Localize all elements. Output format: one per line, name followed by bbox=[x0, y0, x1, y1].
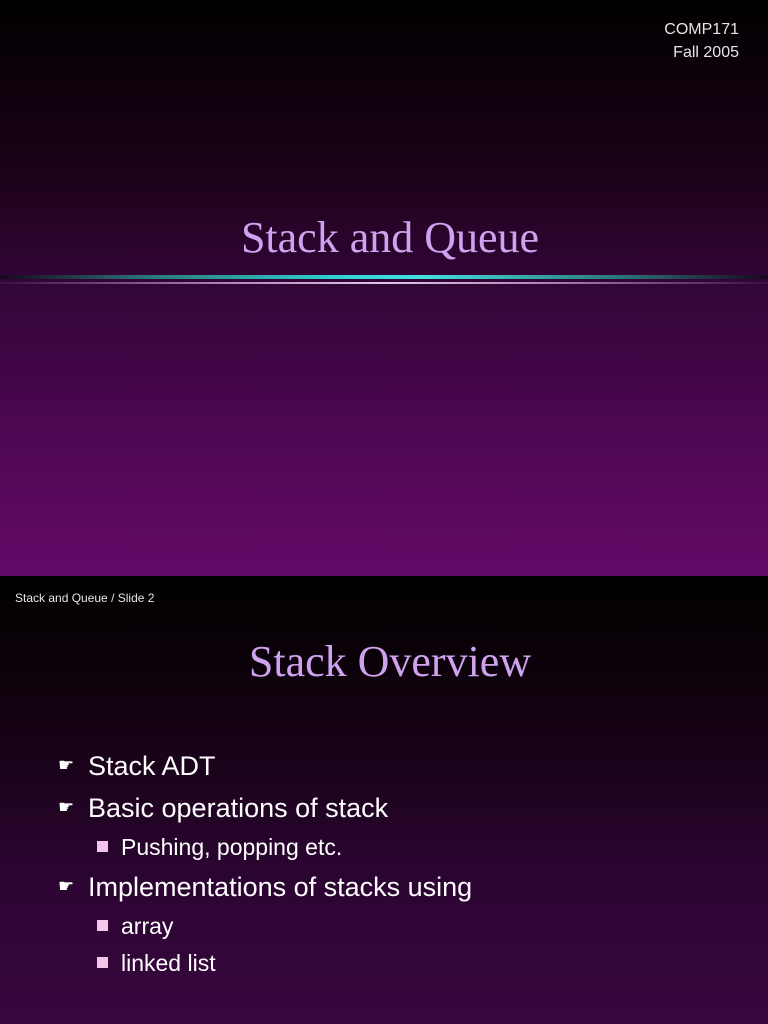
course-term: Fall 2005 bbox=[673, 44, 739, 61]
content-slide bbox=[0, 576, 768, 1024]
square-icon bbox=[97, 920, 108, 931]
slide-title: Stack and Queue bbox=[240, 213, 540, 262]
sub-bullet-text: Pushing, popping etc. bbox=[121, 834, 343, 860]
pointing-hand-icon: ☛ bbox=[58, 797, 75, 817]
sub-list-item bbox=[58, 911, 738, 941]
course-code: COMP171 bbox=[664, 21, 739, 38]
divider-accent-line bbox=[0, 275, 768, 279]
list-item bbox=[58, 869, 738, 905]
slide-title: Stack Overview bbox=[248, 637, 532, 686]
bullet-text: Basic operations of stack bbox=[88, 793, 389, 823]
sub-bullet-text: linked list bbox=[121, 950, 216, 976]
title-divider bbox=[0, 272, 768, 286]
divider-thin-line bbox=[0, 282, 768, 284]
pointing-hand-icon: ☛ bbox=[58, 755, 75, 775]
square-icon bbox=[97, 841, 108, 852]
pointing-hand-icon: ☛ bbox=[58, 876, 75, 896]
list-item bbox=[58, 748, 738, 784]
bullet-text: Implementations of stacks using bbox=[88, 872, 473, 902]
bullet-list bbox=[58, 748, 738, 985]
list-item bbox=[58, 790, 738, 826]
slide-footer: Stack and Queue / Slide 2 bbox=[15, 591, 155, 605]
sub-bullet-text: array bbox=[121, 913, 174, 939]
sub-list-item bbox=[58, 832, 738, 862]
bullet-text: Stack ADT bbox=[88, 751, 216, 781]
square-icon bbox=[97, 957, 108, 968]
course-info bbox=[664, 18, 739, 64]
sub-list-item bbox=[58, 948, 738, 978]
